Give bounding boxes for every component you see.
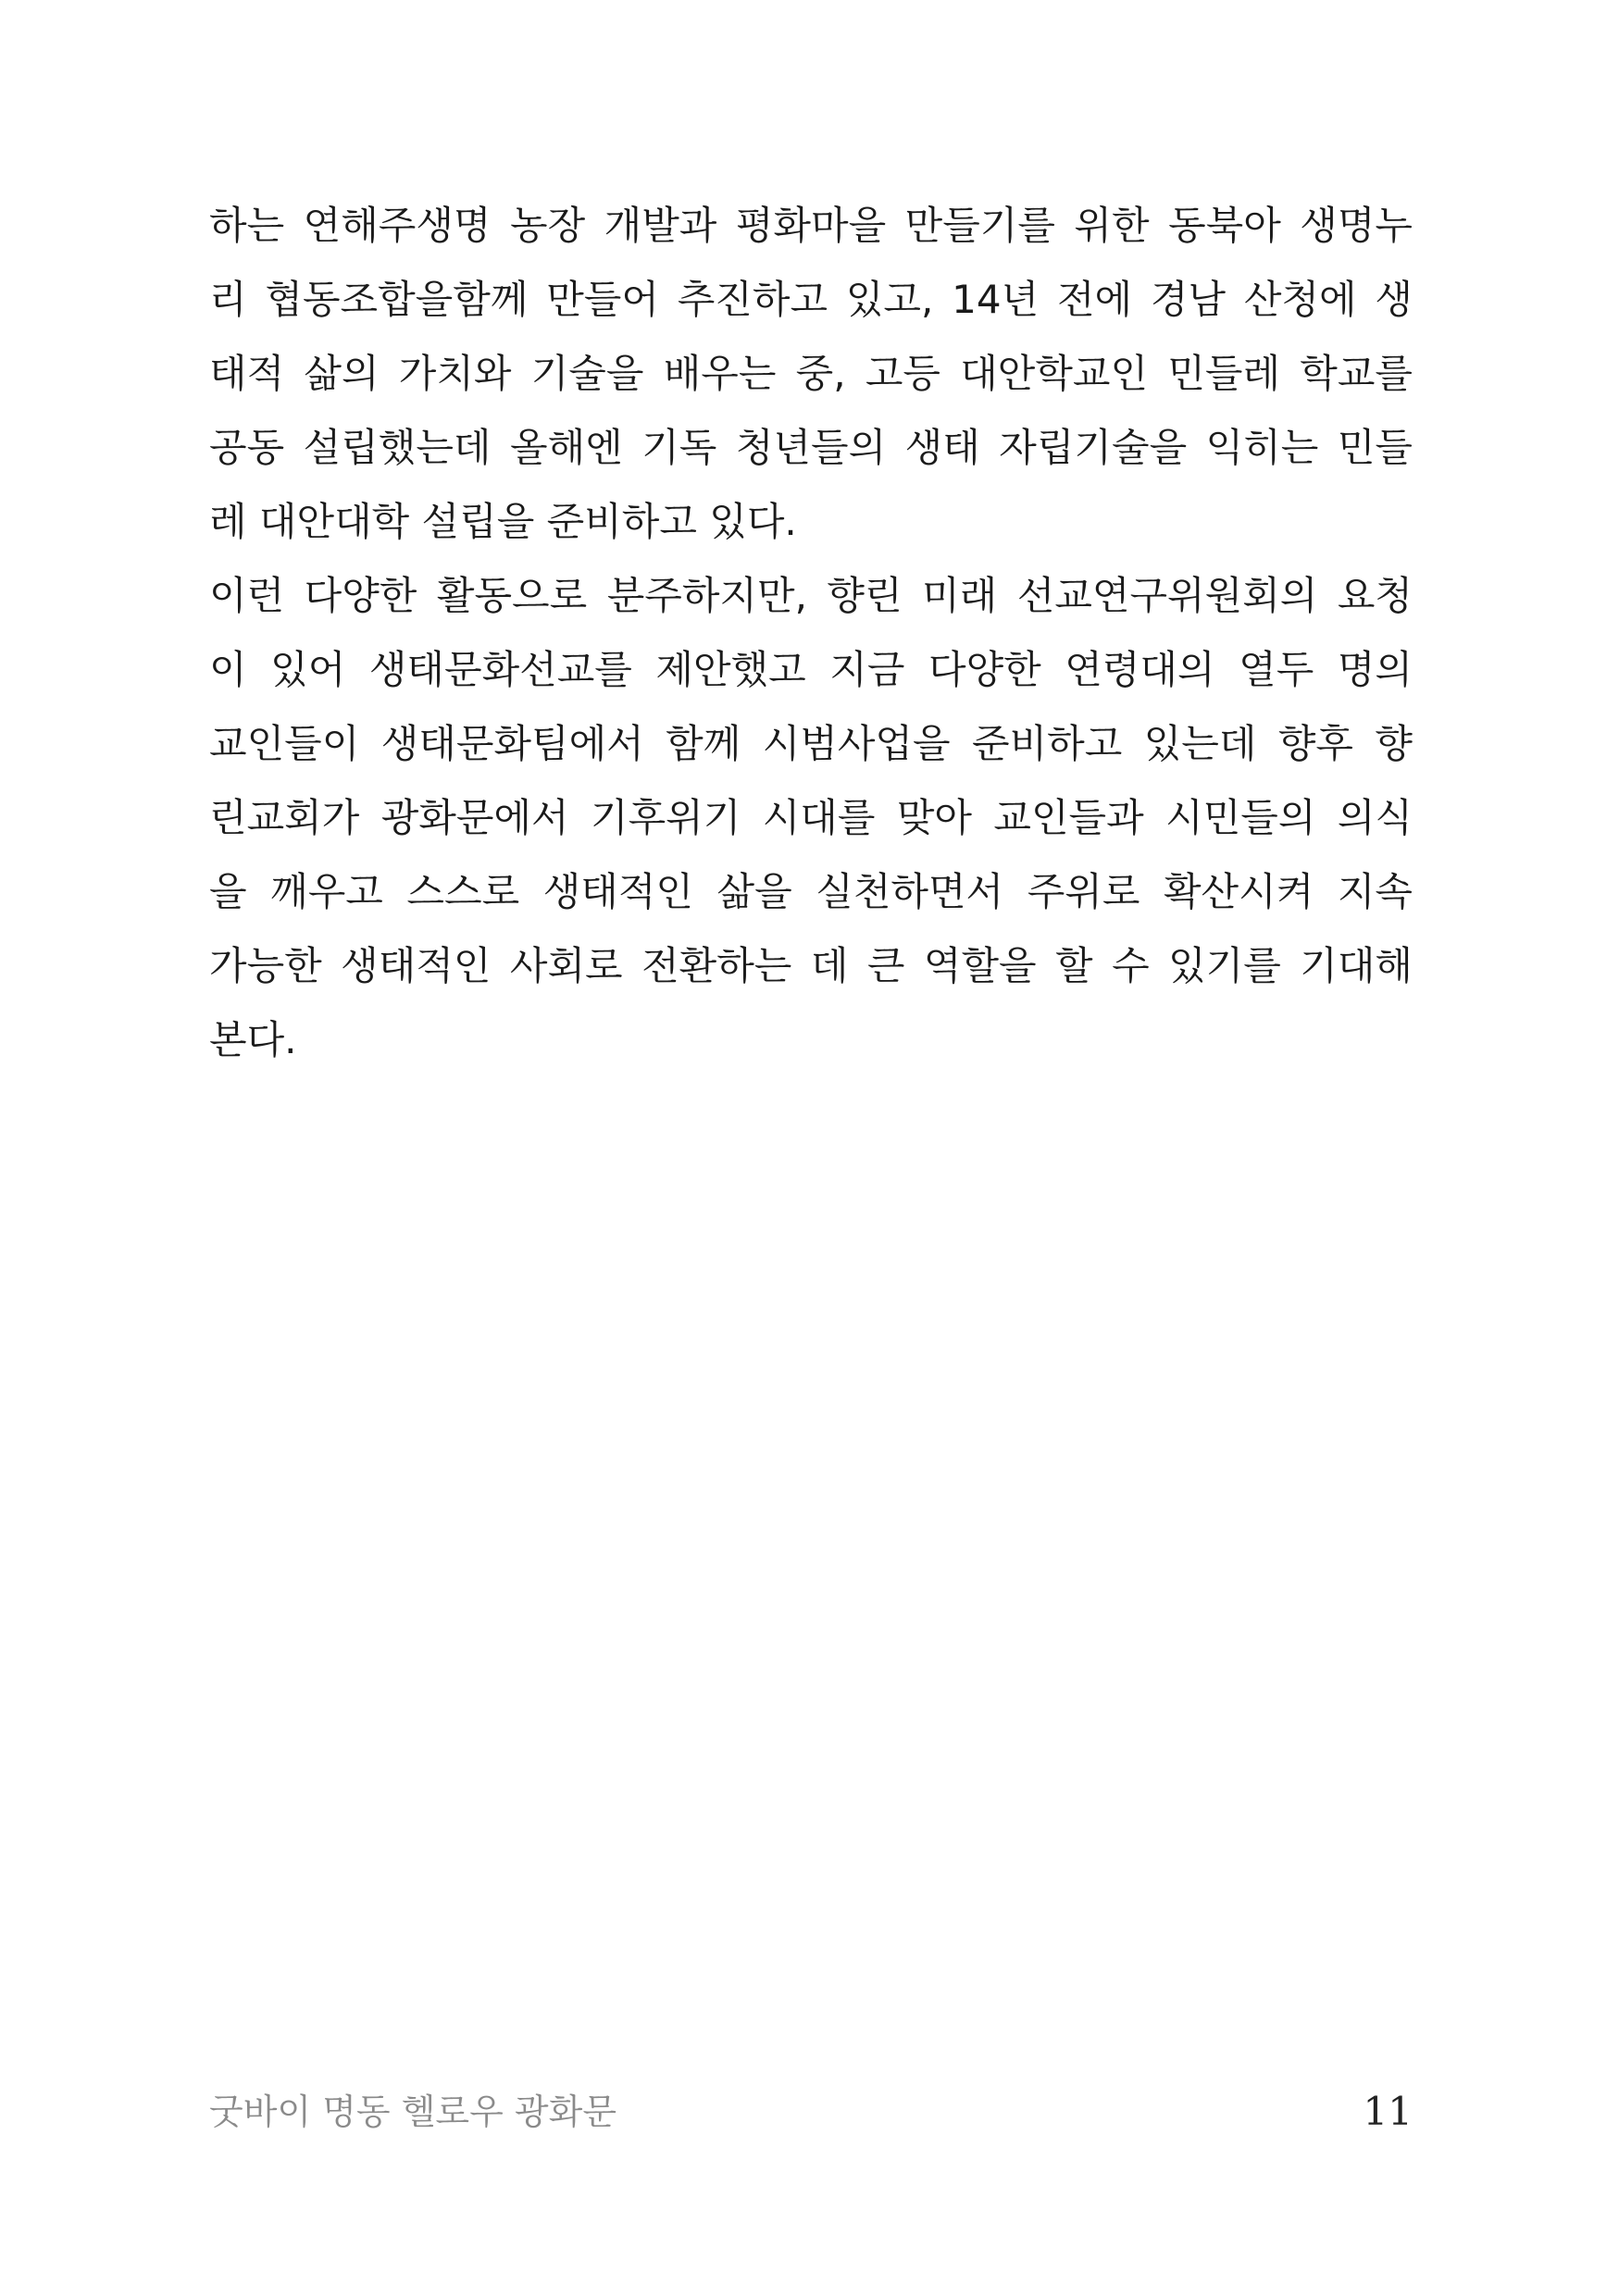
text-line: 이 있어 생태문화선교를 제안했고 지금 다양한 연령대의 열두 명의 <box>209 647 1413 692</box>
text-line: 리 협동조합을함께 만들어 추진하고 있고, 14년 전에 경남 산청에 생 <box>209 277 1413 322</box>
page-number: 11 <box>1363 2089 1413 2134</box>
text-line: 가능한 생태적인 사회로 전환하는 데 큰 역할을 할 수 있기를 기대해 <box>209 943 1413 988</box>
running-title: 굿바이 명동 헬로우 광화문 <box>209 2091 617 2132</box>
text-line: 린교회가 광화문에서 기후위기 시대를 맞아 교인들과 시민들의 의식 <box>209 795 1413 840</box>
page-footer <box>209 2084 1413 2140</box>
text-line: 공동 설립했는데 올해엔 기독 청년들의 생태 자립기술을 익히는 민들 <box>209 425 1413 470</box>
text-line: 이런 다양한 활동으로 분주하지만, 향린 미래 선교연구위원회의 요청 <box>209 573 1413 618</box>
text-line: 하는 연해주생명 농장 개발과 평화마을 만들기를 위한 동북아 생명누 <box>209 203 1413 248</box>
text-line: 레 대안대학 설립을 준비하고 있다. <box>209 499 797 544</box>
body-text <box>209 189 1413 1077</box>
text-line: 태적 삶의 가치와 기술을 배우는 중, 고등 대안학교인 민들레 학교를 <box>209 351 1413 396</box>
text-line: 교인들이 생태문화팀에서 함께 시범사업을 준비하고 있는데 향후 향 <box>209 721 1413 766</box>
text-line: 을 깨우고 스스로 생태적인 삶을 실천하면서 주위로 확산시켜 지속 <box>209 869 1413 914</box>
text-line: 본다. <box>209 1017 297 1062</box>
